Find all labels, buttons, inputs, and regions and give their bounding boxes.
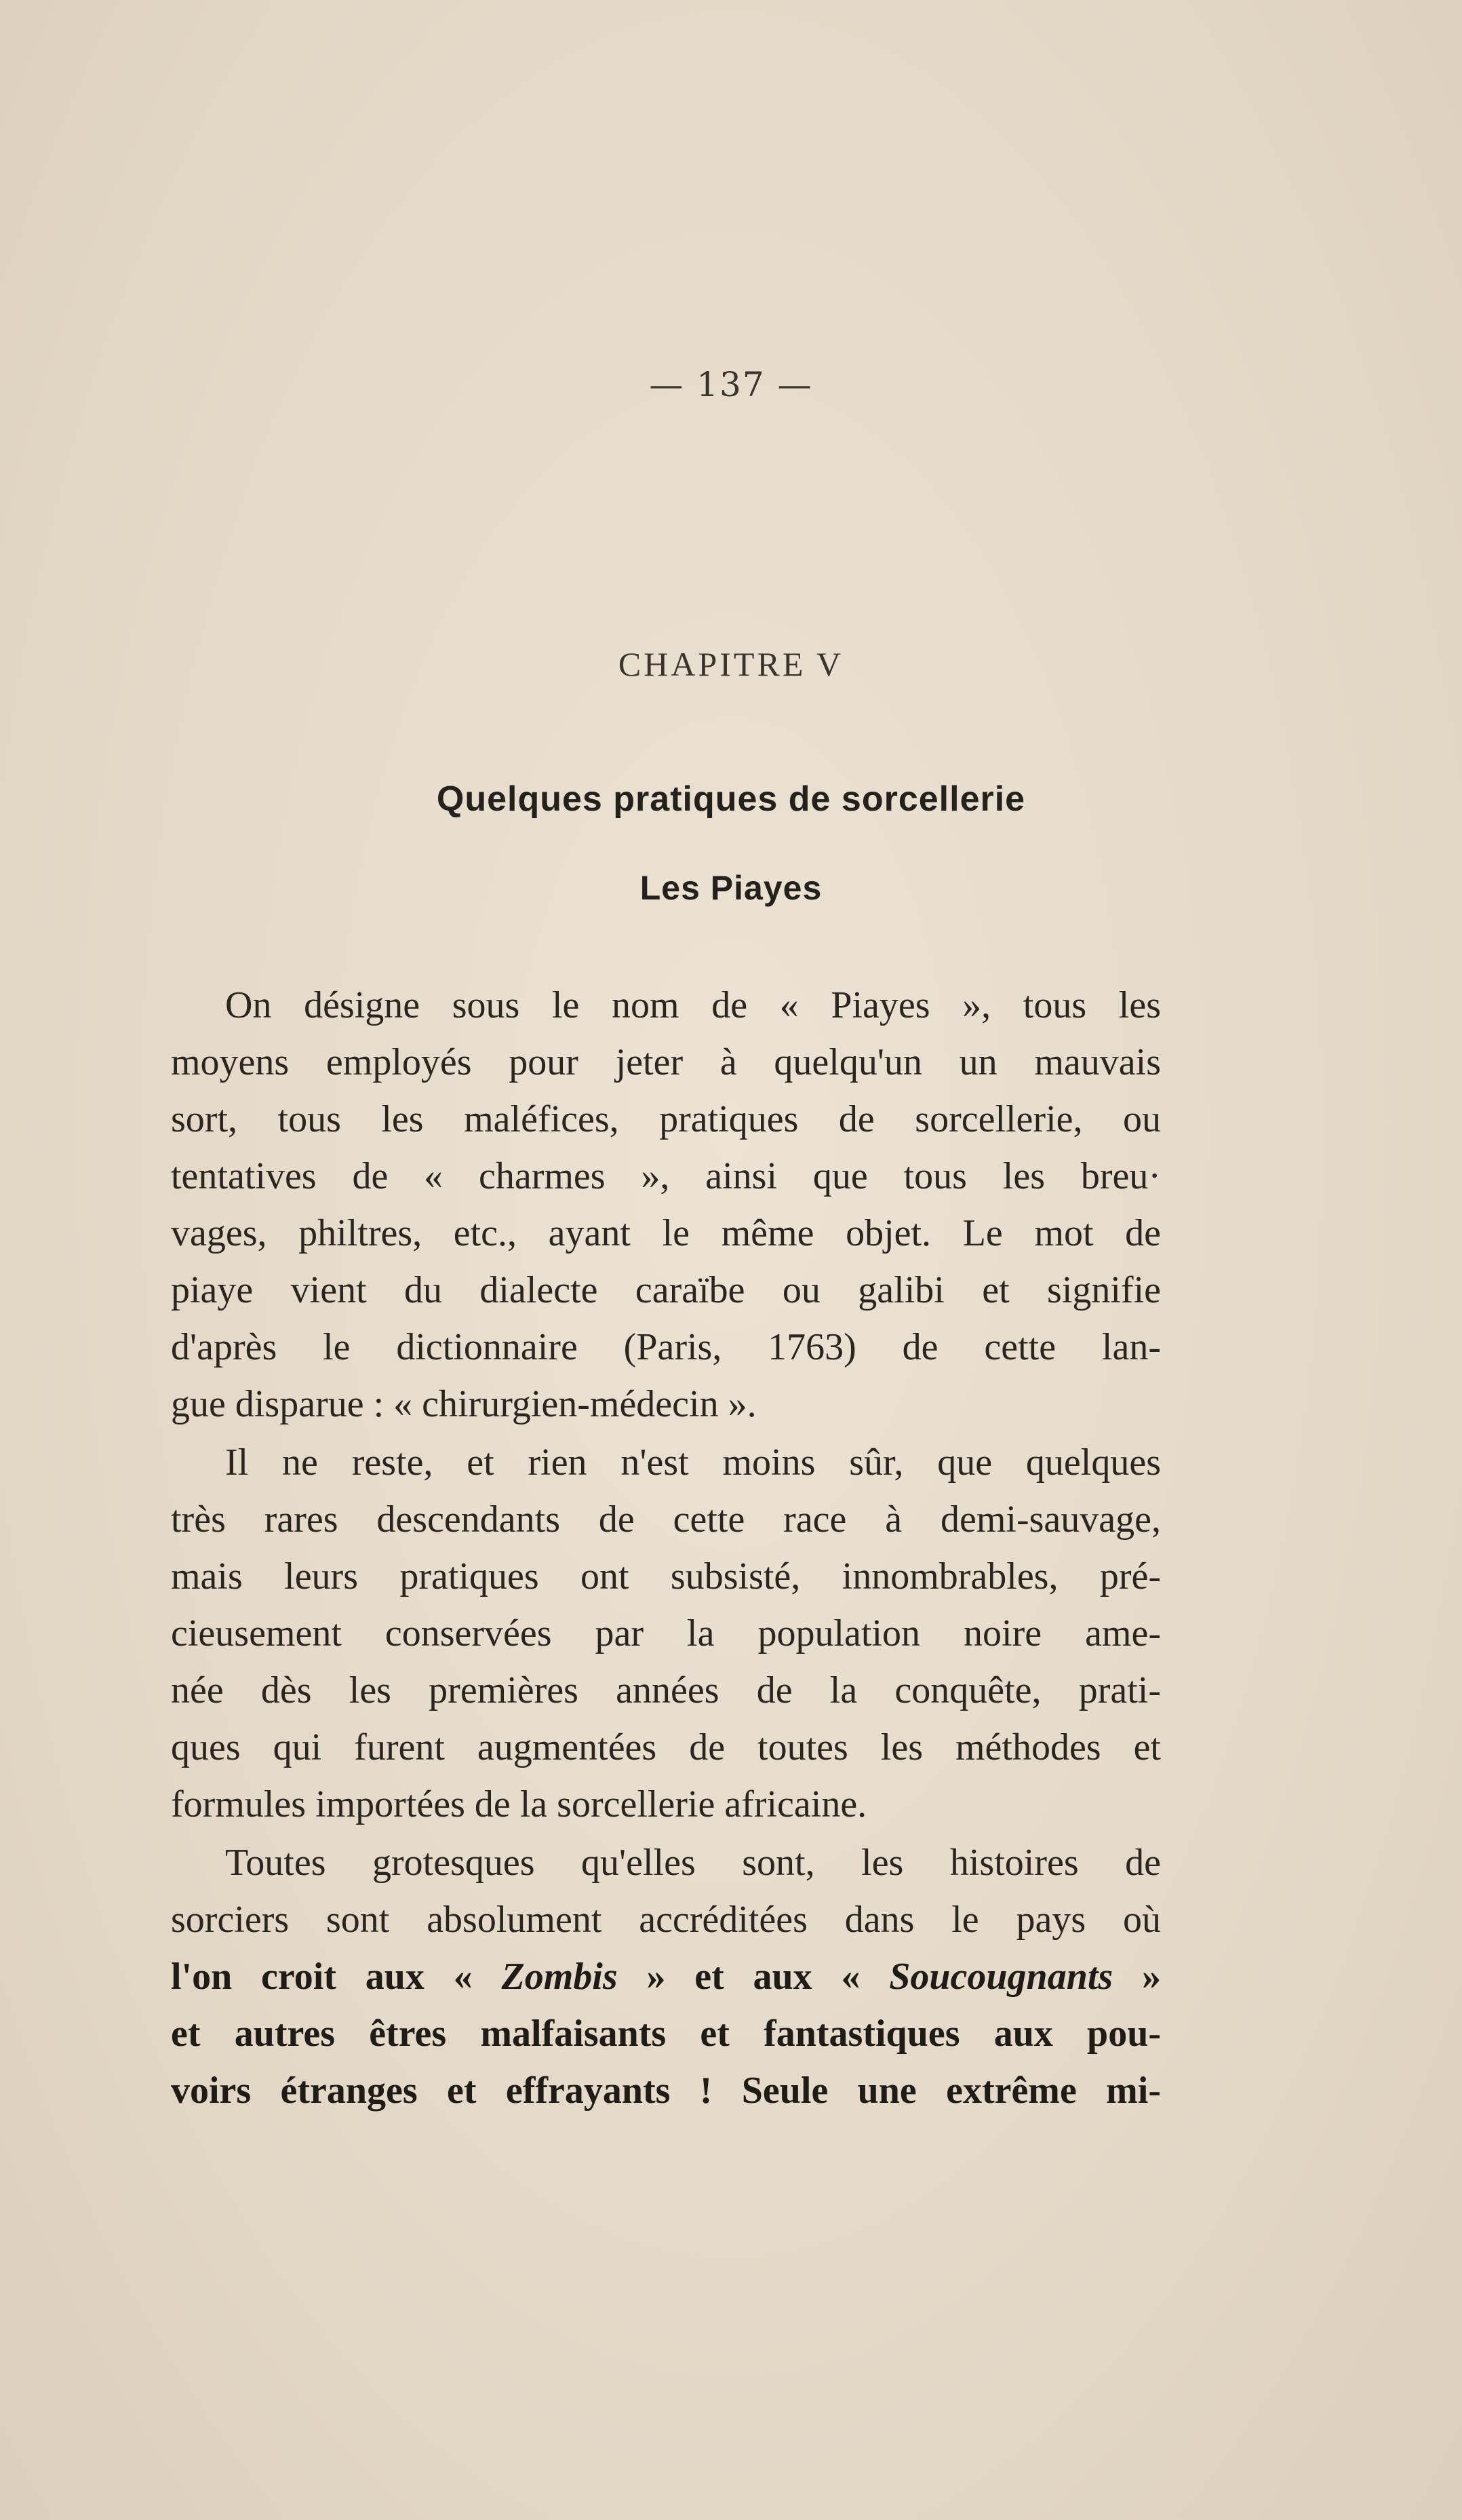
italic-term-zombis: Zombis	[501, 1956, 618, 1998]
text-fragment: » et aux «	[617, 1956, 890, 1998]
paragraph-1	[171, 977, 1161, 1433]
text-fragment: l'on croit aux «	[171, 1956, 502, 1998]
text-line: formules importées de la sorcellerie africaine.	[171, 1783, 867, 1825]
italic-term-soucougnants: Soucougnants	[889, 1956, 1113, 1998]
section-title: Quelques pratiques de sorcellerie	[436, 779, 1026, 819]
text-line: vages, philtres, etc., ayant le même objet. Le mot de	[171, 1212, 1161, 1254]
text-line: d'après le dictionnaire (Paris, 1763) de cette lan-	[171, 1326, 1161, 1368]
text-line: piaye vient du dialecte caraïbe ou galibi et signifie	[171, 1269, 1161, 1311]
text-line: très rares descendants de cette race à demi-sauvage,	[171, 1498, 1161, 1540]
page-number: — 137 —	[649, 365, 813, 404]
text-line: gue disparue : « chirurgien-médecin ».	[171, 1383, 757, 1425]
text-line: Il ne reste, et rien n'est moins sûr, que quelques	[225, 1441, 1161, 1484]
text-line: tentatives de « charmes », ainsi que tous les breu·	[171, 1155, 1161, 1197]
text-line: voirs étranges et effrayants ! Seule une extrême mi-	[171, 2070, 1161, 2112]
text-line: cieusement conservées par la population noire ame-	[171, 1612, 1161, 1654]
text-line: sorciers sont absolument accréditées dans le pays où	[171, 1899, 1161, 1941]
section-subtitle: Les Piayes	[639, 869, 823, 907]
text-line-mixed	[171, 1948, 1161, 2005]
chapter-heading: CHAPITRE V	[618, 645, 844, 683]
text-line: mais leurs pratiques ont subsisté, innombrables, pré-	[171, 1555, 1161, 1597]
text-line: Toutes grotesques qu'elles sont, les histoires de	[225, 1842, 1161, 1884]
text-line: ques qui furent augmentées de toutes les méthodes et	[171, 1726, 1161, 1768]
paragraph-2	[171, 1434, 1161, 1833]
text-line: moyens employés pour jeter à quelqu'un un mauvais	[171, 1041, 1161, 1083]
text-fragment: »	[1113, 1956, 1161, 1998]
text-line: On désigne sous le nom de « Piayes », tous les	[225, 984, 1161, 1026]
text-line: sort, tous les maléfices, pratiques de sorcellerie, ou	[171, 1098, 1161, 1140]
paragraph-3	[171, 1834, 1161, 2119]
text-line: née dès les premières années de la conquête, prati-	[171, 1669, 1161, 1711]
text-line: et autres êtres malfaisants et fantastiques aux pou-	[171, 2013, 1161, 2055]
